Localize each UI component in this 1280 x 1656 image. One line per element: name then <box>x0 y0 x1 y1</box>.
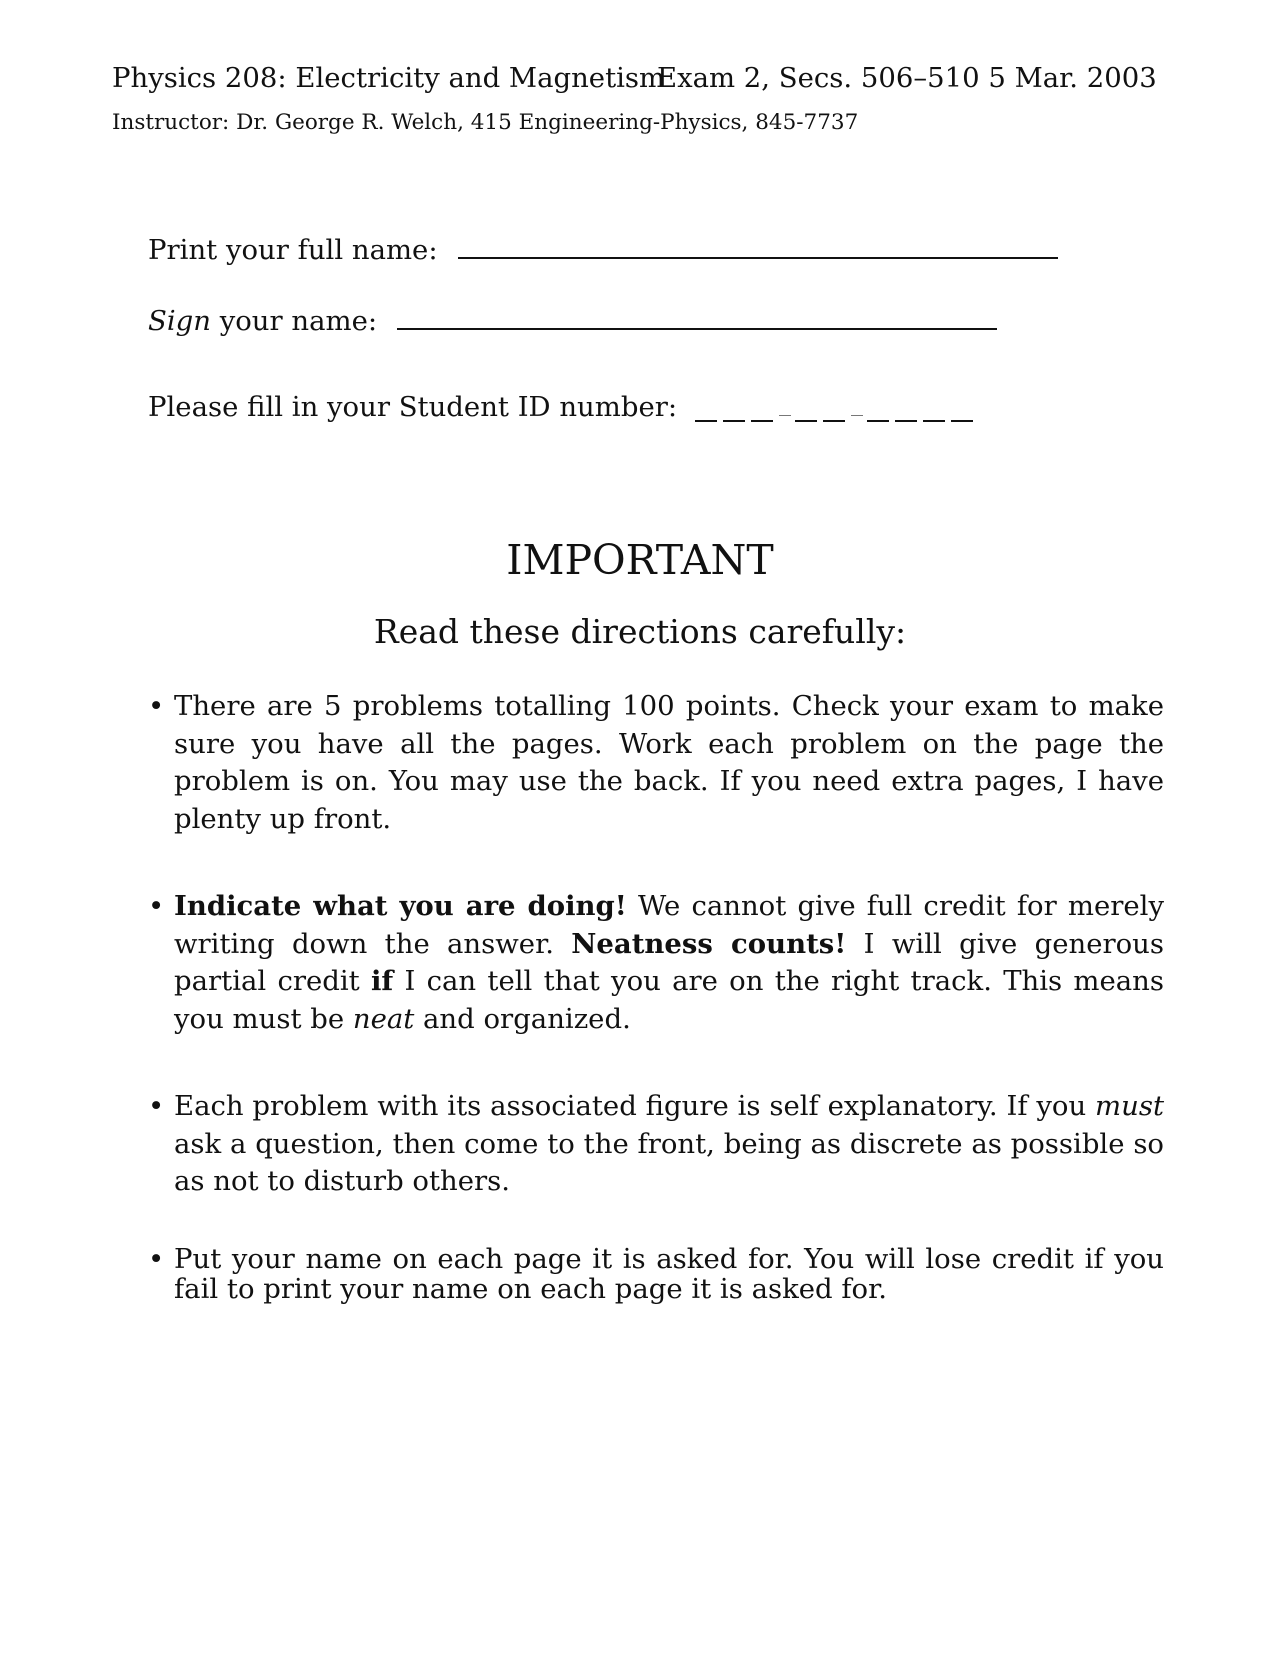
list-item <box>148 1244 1164 1304</box>
id-digit-blank[interactable] <box>951 419 973 422</box>
id-digit-blank[interactable] <box>823 419 845 422</box>
direction-text: I can tell that you are on the right track. This means you must be <box>174 965 1164 1035</box>
id-digit-blank[interactable] <box>751 419 773 422</box>
bullet-marker: • <box>148 1242 165 1275</box>
id-digit-blank[interactable] <box>923 419 945 422</box>
directions-list <box>148 688 1164 1304</box>
list-item <box>148 888 1164 1038</box>
print-name-blank[interactable] <box>458 256 1058 259</box>
print-name-label: Print your full name: <box>148 234 438 266</box>
id-digit-blank[interactable] <box>895 419 917 422</box>
sign-label-rest: your name: <box>210 305 378 337</box>
student-id-blanks[interactable] <box>695 414 979 422</box>
list-item <box>148 1088 1164 1201</box>
important-heading: IMPORTANT <box>506 536 774 584</box>
id-digit-blank[interactable] <box>795 419 817 422</box>
bullet-marker: • <box>148 890 165 922</box>
sign-emphasis: Sign <box>148 305 211 337</box>
id-separator <box>779 414 791 416</box>
list-item <box>148 688 1164 838</box>
direction-text: Put your name on each page it is asked for. You will lose credit if you fail to print your name on each page it is asked for. <box>174 1242 1164 1305</box>
direction-text: I will give generous partial credit <box>174 927 1165 997</box>
exam-info: Exam 2, Secs. 506–510 5 Mar. 2003 <box>657 62 1157 94</box>
direction-text: We cannot give full credit for merely writing down the answer. <box>174 890 1164 960</box>
sign-name-blank[interactable] <box>397 327 997 330</box>
course-title: Physics 208: Electricity and Magnetism <box>112 62 666 94</box>
sign-name-label <box>148 305 377 337</box>
emphasis-indicate: Indicate what you are doing! <box>174 890 627 922</box>
sign-name-field <box>148 305 997 337</box>
direction-text: ask a question, then come to the front, being as discrete as possible so as not to disturb others. <box>174 1127 1164 1197</box>
bullet-marker: • <box>148 690 165 722</box>
bullet-marker: • <box>148 1090 165 1122</box>
direction-text: There are 5 problems totalling 100 points. Check your exam to make sure you have all the pages. Work each problem on the page the problem is on. You may use the back. If you need extra pages, I have plenty up front. <box>174 690 1164 835</box>
id-digit-blank[interactable] <box>695 419 717 422</box>
direction-text: Each problem with its associated figure is self explanatory. If you <box>174 1090 1096 1122</box>
print-name-field <box>148 234 1058 266</box>
direction-text: and organized. <box>414 1002 631 1035</box>
student-id-field <box>148 391 979 423</box>
emphasis-must: must <box>1095 1090 1164 1122</box>
emphasis-neatness: Neatness counts! <box>571 927 847 960</box>
directions-subheading: Read these directions carefully: <box>373 612 907 651</box>
student-id-label: Please fill in your Student ID number: <box>148 391 678 423</box>
instructor-line: Instructor: Dr. George R. Welch, 415 Engineering-Physics, 845-7737 <box>112 110 859 135</box>
id-digit-blank[interactable] <box>723 419 745 422</box>
emphasis-neat: neat <box>352 1002 415 1035</box>
id-separator <box>851 414 863 416</box>
emphasis-if: if <box>370 965 394 997</box>
id-digit-blank[interactable] <box>867 419 889 422</box>
